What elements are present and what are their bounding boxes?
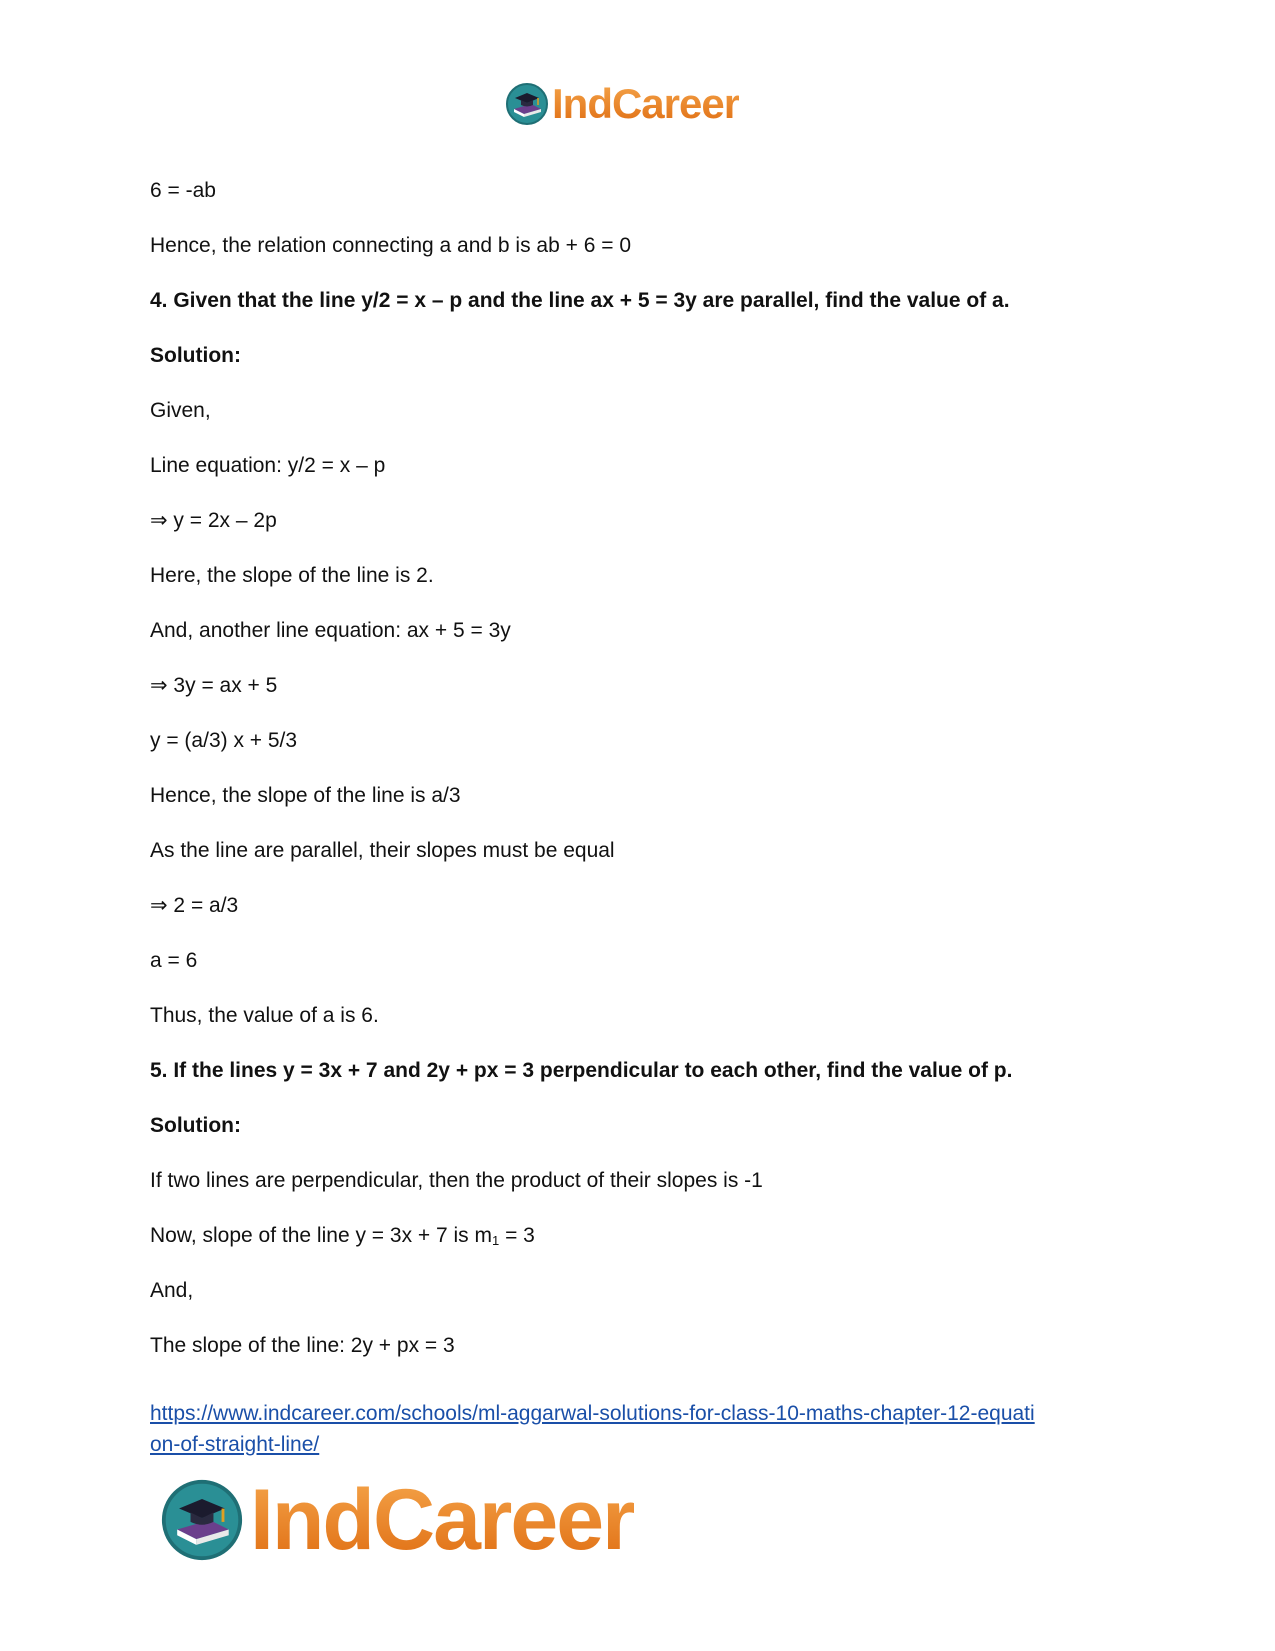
footer-logo <box>160 1472 634 1568</box>
logo-text: IndCareer <box>552 80 740 127</box>
text-line: a = 6 <box>150 949 198 972</box>
text-line: 6 = -ab <box>150 179 216 202</box>
header-logo <box>505 80 739 128</box>
question-heading: 5. If the lines y = 3x + 7 and 2y + px = 3 perpendicular to each other, find the value of p. <box>150 1059 1013 1082</box>
text-line: As the line are parallel, their slopes must be equal <box>150 839 615 862</box>
document-body <box>150 176 1150 1386</box>
text-line: Given, <box>150 399 211 422</box>
slope-line-suffix: = 3 <box>499 1224 535 1247</box>
graduation-book-icon <box>160 1478 244 1562</box>
graduation-book-icon <box>505 82 549 126</box>
question-heading: 4. Given that the line y/2 = x – p and the line ax + 5 = 3y are parallel, find the value of a. <box>150 289 1010 312</box>
text-line: Thus, the value of a is 6. <box>150 1004 379 1027</box>
solution-label: Solution: <box>150 1114 241 1137</box>
text-line: And, <box>150 1279 194 1302</box>
text-line: y = (a/3) x + 5/3 <box>150 729 298 752</box>
text-line: Hence, the relation connecting a and b is ab + 6 = 0 <box>150 234 632 257</box>
text-line: ⇒ y = 2x – 2p <box>150 509 277 532</box>
source-link-line-2[interactable]: on-of-straight-line/ <box>150 1433 320 1456</box>
text-line: The slope of the line: 2y + px = 3 <box>150 1334 455 1357</box>
text-line: ⇒ 3y = ax + 5 <box>150 674 278 697</box>
text-line: Here, the slope of the line is 2. <box>150 564 434 587</box>
text-line: Hence, the slope of the line is a/3 <box>150 784 461 807</box>
text-line: Line equation: y/2 = x – p <box>150 454 386 477</box>
source-link-line-1[interactable]: https://www.indcareer.com/schools/ml-aggarwal-solutions-for-class-10-maths-chapter-12-equati <box>150 1402 1035 1425</box>
text-line: And, another line equation: ax + 5 = 3y <box>150 619 511 642</box>
text-line: ⇒ 2 = a/3 <box>150 894 239 917</box>
slope-line-prefix: Now, slope of the line y = 3x + 7 is m <box>150 1224 493 1247</box>
logo-text: IndCareer <box>250 1472 634 1568</box>
slope-line <box>150 1221 1150 1250</box>
slope-subscript: 1 <box>492 1233 500 1248</box>
source-link[interactable] <box>150 1398 1150 1460</box>
text-line: If two lines are perpendicular, then the product of their slopes is -1 <box>150 1169 763 1192</box>
solution-label: Solution: <box>150 344 241 367</box>
